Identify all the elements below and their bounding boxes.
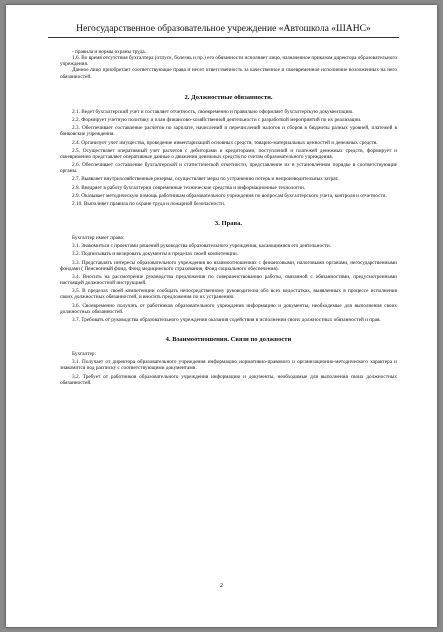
page-header: Негосударственное образовательное учреждение «Автошкола «ШАНС» xyxy=(48,23,399,38)
document-page xyxy=(6,5,437,627)
duty-item: 2.7. Выявляет внутрихозяйственные резервы, осуществляет меры по устранению потерь и непроизводительных затрат. xyxy=(72,176,339,183)
relations-lead: Бухгалтер: xyxy=(72,351,96,358)
rights-item: 3.7. Требовать от руководства образовательного учреждения оказания содействия в исполнении своих должностных обязанностей и прав. xyxy=(72,316,381,323)
intro-paragraph: 1.6. Во время отсутствия бухгалтера (отпуск, болезнь и пр.) его обязанности исполняет лицо, назначенное приказом директора образовательного учреждения. xyxy=(60,55,397,68)
duty-item: 2.2. Формирует учетную политику и план финансово-хозяйственной деятельности с разработкой мероприятий по их реализации. xyxy=(72,117,362,124)
rights-item: 3.1. Знакомиться с проектами решений руководства образовательного учреждения, касающимися его деятельности. xyxy=(72,243,331,250)
duty-item: 2.8. Внедряет в работу бухгалтерии современные технические средства и информационные технологии. xyxy=(72,184,306,191)
rights-item: 3.6. Своевременно получать от работников образовательного учреждения информацию и документы, необходимые для выполнения своих должностных обязанностей. xyxy=(60,302,397,315)
rights-lead: Бухгалтер имеет право: xyxy=(72,235,125,242)
relations-item: 3.1. Получает от директора образовательного учреждения информацию нормативно-правового и организационно-методического характера и знакомится под расписку с соответствующими документами. xyxy=(60,359,397,372)
duty-item: 2.6. Обеспечивает составление бухгалтерской и статистической отчетности, представление их в установленном порядке в соответствующие органы. xyxy=(60,162,397,175)
duty-item: 2.4. Организует учет имущества, проведение инвентаризаций основных средств, товарно-материальных ценностей и денежных средств. xyxy=(72,139,378,146)
intro-paragraph: - правила и нормы охраны труда. xyxy=(72,49,146,55)
rights-item: 3.4. Вносить на рассмотрение руководства предложения по совершенствованию работы, связанной с обязанностями, предусмотренными настоящей должностной инструкцией. xyxy=(60,273,397,287)
duty-item: 2.10. Выполняет правила по охране труда и пожарной безопасности. xyxy=(72,200,226,207)
page-number: 2 xyxy=(220,583,223,589)
rights-item: 3.5. В пределах своей компетенции сообщать непосредственному руководителю обо всех недостатках, выявленных в процессе исполнения своих должностных обязанностей, и вносить предложения по их устранению. xyxy=(60,288,397,301)
duty-item: 2.9. Оказывает методическую помощь работникам образовательного учреждения по вопросам бухгалтерского учета, контроля и отчетности. xyxy=(72,192,387,199)
section-3-heading: 3. Права. xyxy=(214,219,243,227)
relations-item: 3.2. Требует от работников образовательного учреждения информацию и документы, необходимые для выполнения своих должностных обязанностей. xyxy=(60,373,397,386)
duty-item: 2.5. Осуществляет оперативный учет расчетов с дебиторами и кредиторами, поступлений и платежей денежных средств, формирует и своевременно представляет оперативные данные о движении денежных средств по счетам образовательного учреждения. xyxy=(60,147,397,160)
intro-paragraph: Данное лицо приобретает соответствующие права и несет ответственность за качественное и своевременное исполнение возложенных на него обязанностей. xyxy=(60,67,397,80)
rights-item: 3.2. Подписывать и визировать документы в пределах своей компетенции. xyxy=(72,251,239,258)
page-content xyxy=(60,49,397,386)
section-2-heading: 2. Должностные обязанности. xyxy=(184,93,273,101)
rights-item: 3.3. Представлять интересы образовательного учреждения во взаимоотношениях с финансовыми, налоговыми органами, негосударственными фондами ( Пенсионный фонд, Фонд медицинского страхования, Фонд социального обеспечения). xyxy=(60,259,397,272)
duty-item: 2.1. Ведет бухгалтерский учет и составляет отчетность, своевременно и правильно оформляет бухгалтерскую документацию. xyxy=(72,108,354,115)
section-4-heading: 4. Взаимоотношения. Связи по должности xyxy=(165,336,292,343)
duty-item: 2.3. Обеспечивает составление расчетов по зарплате, начислений и перечислений налогов и сборов в бюджеты разных уровней, платежей в банковские учреждения. xyxy=(60,125,397,138)
